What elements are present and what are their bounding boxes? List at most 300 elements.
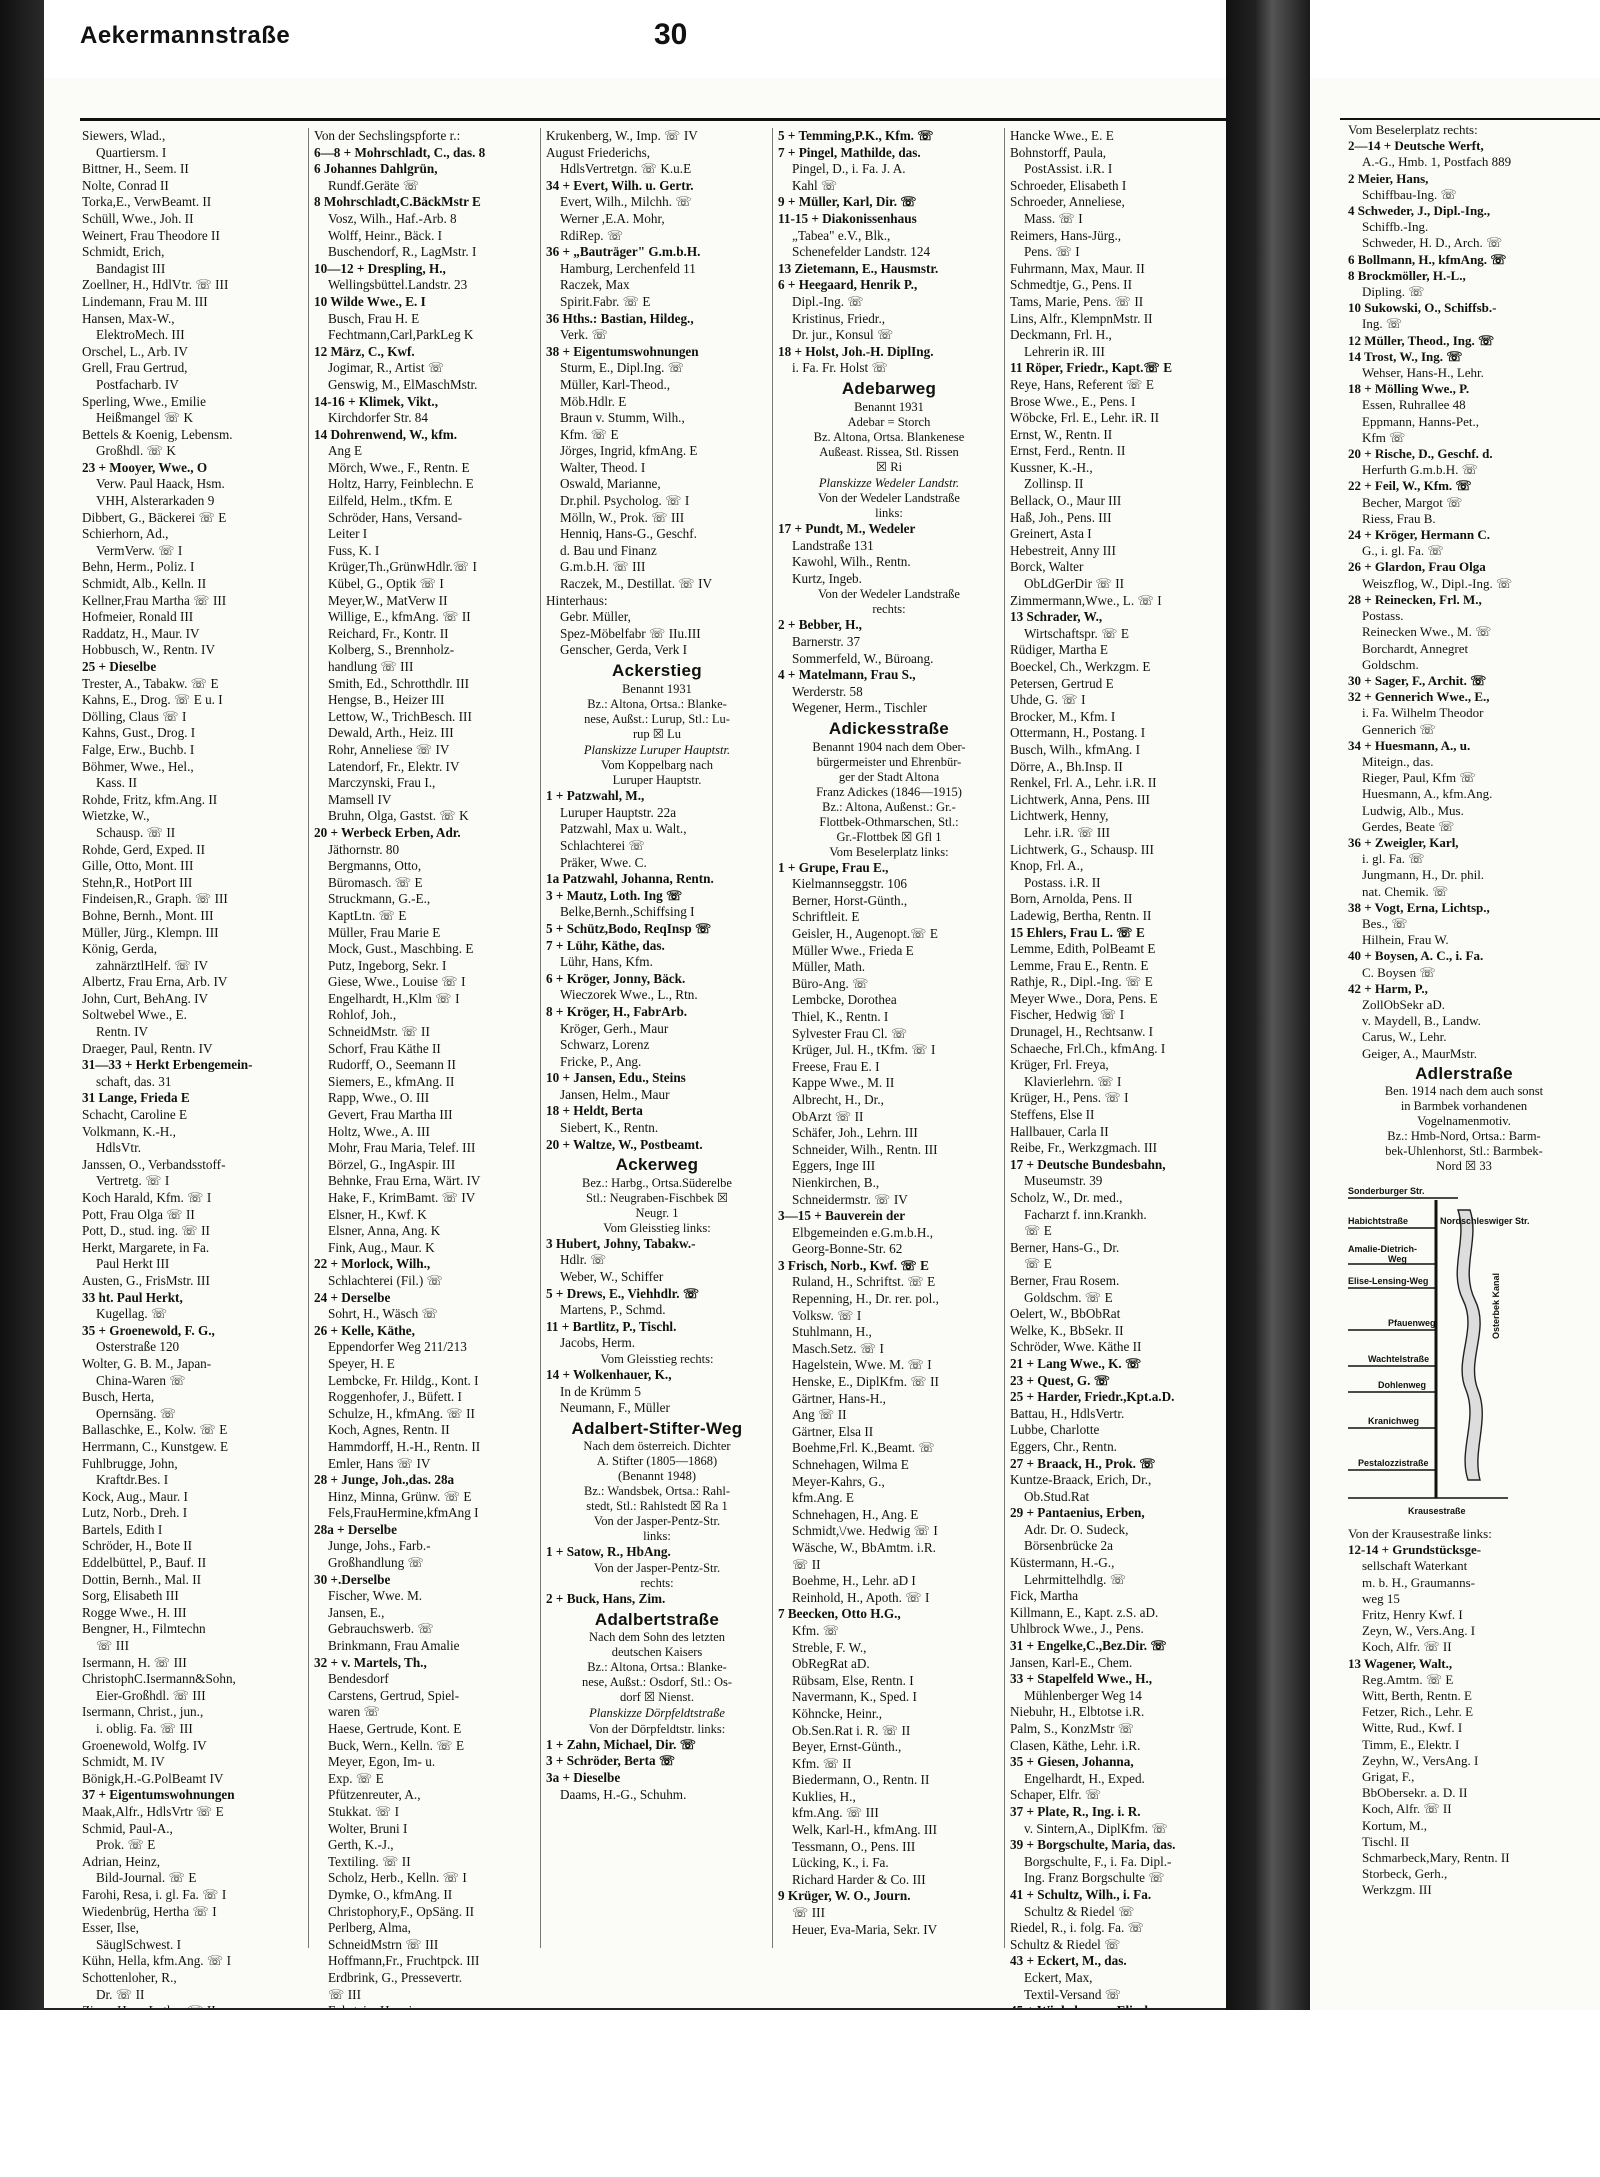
directory-entry-continuation: Lehr. i.R. ☏ III xyxy=(1024,824,1111,840)
directory-entry: Lemme, Edith, PolBeamt E xyxy=(1010,941,1156,957)
directory-entry-continuation: Mock, Gust., Maschbing. E xyxy=(328,941,474,957)
directory-entry: 33 ht. Paul Herkt, xyxy=(82,1289,183,1305)
directory-entry: 6 Bollmann, H., kfmAng. ☏ xyxy=(1348,251,1507,267)
directory-entry-continuation: Meyer, Egon, Im- u. xyxy=(328,1754,436,1770)
directory-entry: Ballaschke, E., Kolw. ☏ E xyxy=(82,1422,228,1438)
directory-entry-continuation: Storbeck, Gerh., xyxy=(1362,1866,1448,1882)
directory-entry-continuation: Barnerstr. 37 xyxy=(792,634,861,650)
directory-entry: Bellack, O., Maur III xyxy=(1010,493,1122,509)
directory-entry: Krüger, H., Pens. ☏ I xyxy=(1010,1090,1129,1106)
directory-entry: Krukenberg, W., Imp. ☏ IV xyxy=(546,128,698,143)
directory-entry: 3 + Mautz, Loth. Ing ☏ xyxy=(546,887,683,903)
directory-entry: 4 Schweder, J., Dipl.-Ing., xyxy=(1348,203,1491,219)
directory-entry: Wietzke, W., xyxy=(82,808,150,824)
directory-entry-continuation: Ing. ☏ xyxy=(1362,316,1403,332)
directory-entry-continuation: Eppmann, Hanns-Pet., xyxy=(1362,413,1479,429)
directory-entry-continuation: Reinecken Wwe., M. ☏ xyxy=(1362,624,1492,640)
directory-entry-continuation: Beyer, Ernst-Günth., xyxy=(792,1739,902,1755)
directory-entry-continuation: Wirtschaftspr. ☏ E xyxy=(1024,625,1129,641)
directory-entry-continuation: Schausp. ☏ II xyxy=(96,824,176,840)
directory-entry: Reye, Hans, Referent ☏ E xyxy=(1010,376,1154,392)
directory-entry-continuation: Wehser, Hans-H., Lehr. xyxy=(1362,365,1484,381)
directory-entry: 33 + Stapelfeld Wwe., H., xyxy=(1010,1671,1153,1687)
street-note: Vom Koppelbarg nach xyxy=(600,758,714,773)
directory-entry-continuation: Kielmannseggstr. 106 xyxy=(792,876,908,892)
directory-entry-continuation: Prok. ☏ E xyxy=(96,1837,156,1853)
street-heading: Ackerweg xyxy=(615,1155,699,1175)
directory-entry-continuation: G., i. gl. Fa. ☏ xyxy=(1362,543,1444,559)
directory-entry-continuation: Kfm. ☏ E xyxy=(560,426,619,442)
directory-entry-continuation: Eggers, Inge III xyxy=(792,1158,876,1174)
directory-entry: 6 + Heegaard, Henrik P., xyxy=(778,277,918,293)
directory-entry: 21 + Lang Wwe., K. ☏ xyxy=(1010,1355,1142,1371)
directory-entry-continuation: Rohlof, Joh., xyxy=(328,1007,397,1023)
directory-entry: 1 + Patzwahl, M., xyxy=(546,788,645,804)
directory-entry-continuation: Becher, Margot ☏ xyxy=(1362,494,1463,510)
directory-entry: 2—14 + Deutsche Werft, xyxy=(1348,138,1484,154)
directory-entry: 5 + Temming,P.K., Kfm. ☏ xyxy=(778,128,934,143)
directory-entry-continuation: ☏ E xyxy=(1024,1256,1052,1272)
directory-entry-continuation: Verw. Paul Haack, Hsm. xyxy=(96,476,225,492)
directory-entry: Torka,E., VerwBeamt. II xyxy=(82,194,212,210)
directory-entry: Lichtwerk, G., Schausp. III xyxy=(1010,841,1154,857)
directory-entry-continuation: Schiffbau-Ing. ☏ xyxy=(1362,186,1457,202)
directory-entry-continuation: Rieger, Paul, Kfm ☏ xyxy=(1362,770,1476,786)
directory-entry-continuation: Huesmann, A., kfm.Ang. xyxy=(1362,786,1493,802)
street-note: Außeast. Rissea, Stl. Rissen xyxy=(819,444,959,459)
directory-entry-continuation: Lembcke, Fr. Hildg., Kont. I xyxy=(328,1372,479,1388)
directory-entry-continuation: i. gl. Fa. ☏ xyxy=(1362,851,1425,867)
book-binding-gutter xyxy=(1226,0,1310,2177)
directory-entry-continuation: Geisler, H., Augenopt.☏ E xyxy=(792,926,938,941)
directory-entry: Lindemann, Frau M. III xyxy=(82,293,208,309)
directory-entry: Schmidt, Erich, xyxy=(82,244,165,260)
directory-entry: Krüger, Frl. Freya, xyxy=(1010,1057,1109,1073)
street-note: bürgermeister und Ehrenbür- xyxy=(816,754,962,769)
directory-entry: Von der Krausestraße links: xyxy=(1348,1525,1492,1541)
directory-entry-continuation: A.-G., Hmb. 1, Postfach 889 xyxy=(1362,154,1512,170)
directory-entry-continuation: Putz, Ingeborg, Sekr. I xyxy=(328,957,447,973)
directory-entry: Stehn,R., HotPort III xyxy=(82,874,193,890)
street-note: Neugr. 1 xyxy=(635,1205,679,1220)
column-4 xyxy=(778,128,1000,2008)
directory-entry: Farohi, Resa, i. gl. Fa. ☏ I xyxy=(82,1886,227,1902)
directory-entry-continuation: KaptLtn. ☏ E xyxy=(328,907,407,923)
directory-entry: Siewers, Wlad., xyxy=(82,128,166,143)
directory-entry-continuation: Tischl. II xyxy=(1362,1833,1410,1849)
directory-entry-continuation: Schmidt,\/we. Hedwig ☏ I xyxy=(792,1523,938,1539)
directory-entry-continuation: Belke,Bernh.,Schiffsing I xyxy=(560,904,695,920)
directory-entry-continuation: Streble, F. W., xyxy=(792,1639,867,1655)
directory-entry: Hinterhaus: xyxy=(546,592,608,608)
street-note: ☒ Ri xyxy=(875,459,903,474)
directory-entry: 42 + Harm, P., xyxy=(1348,980,1428,996)
directory-entry-continuation: Eier-Großhdl. ☏ III xyxy=(96,1687,206,1703)
directory-entry: 6 Johannes Dahlgrün, xyxy=(314,161,438,177)
directory-entry: 28 + Reinecken, Frl. M., xyxy=(1348,591,1482,607)
column-divider xyxy=(308,128,309,1948)
directory-entry: Boeckel, Ch., Werkzgm. E xyxy=(1010,659,1151,674)
directory-entry-continuation: i. Fa. Fr. Holst ☏ xyxy=(792,360,888,376)
directory-entry-continuation: ObLdGerDir ☏ II xyxy=(1024,576,1124,592)
directory-entry-continuation: Fels,FrauHermine,kfmAng I xyxy=(328,1505,479,1521)
map-label: Amalie-Dietrich- xyxy=(1348,1243,1418,1254)
directory-entry: 9 + Müller, Karl, Dir. ☏ xyxy=(778,194,917,210)
directory-entry-continuation: Holtz, Harry, Feinblechn. E xyxy=(328,476,474,492)
directory-entry-continuation: Eilfeld, Helm., tKfm. E xyxy=(328,493,453,509)
directory-entry-continuation: Hilhein, Frau W. xyxy=(1362,932,1449,948)
street-note: Nach dem Sohn des letzten xyxy=(588,1630,726,1645)
directory-entry: 20 + Werbeck Erben, Adr. xyxy=(314,824,461,840)
directory-entry-continuation: Werkzgm. III xyxy=(1362,1882,1432,1898)
directory-entry: 5 + Schütz,Bodo, ReqInsp ☏ xyxy=(546,920,712,936)
directory-entry-continuation: ☏ III xyxy=(328,1986,361,2002)
directory-entry-continuation: Schlachterei ☏ xyxy=(560,837,645,853)
directory-entry-continuation: Schnehagen, H., Ang. E xyxy=(792,1506,919,1522)
map-label: Dohlenweg xyxy=(1378,1379,1427,1390)
directory-entry: Schröder, Wwe. Käthe II xyxy=(1010,1339,1142,1355)
directory-entry: Isermann, Christ., jun., xyxy=(82,1704,204,1720)
directory-entry-continuation: Jäthornstr. 80 xyxy=(328,841,400,857)
directory-entry: Schroeder, Elisabeth I xyxy=(1010,177,1127,193)
directory-entry-continuation: Willige, E., kfmAng. ☏ II xyxy=(328,609,471,625)
directory-entry: 14 + Wolkenhauer, K., xyxy=(546,1367,672,1382)
directory-entry: Pott, D., stud. ing. ☏ II xyxy=(82,1223,210,1239)
directory-entry: 10 Wilde Wwe., E. I xyxy=(314,293,426,309)
directory-entry: Renkel, Frl. A., Lehr. i.R. II xyxy=(1010,775,1157,791)
directory-entry-continuation: Fritz, Henry Kwf. I xyxy=(1362,1607,1463,1622)
directory-entry-continuation: Mühlenberger Weg 14 xyxy=(1024,1687,1142,1703)
directory-entry-continuation: Bild-Journal. ☏ E xyxy=(96,1870,197,1886)
directory-entry-continuation: Pingel, D., i. Fa. J. A. xyxy=(792,161,906,177)
street-heading: Adalbert-Stifter-Weg xyxy=(571,1418,743,1438)
directory-entry-continuation: Genscher, Gerda, Verk I xyxy=(560,642,688,658)
directory-entry: Schmidt, M. IV xyxy=(82,1754,165,1770)
directory-entry-continuation: Ang ☏ II xyxy=(792,1407,847,1423)
directory-entry-continuation: Heißmangel ☏ K xyxy=(96,410,194,426)
directory-entry-continuation: Lettow, W., TrichBesch. III xyxy=(328,708,472,724)
directory-entry-continuation: Meyer-Kahrs, G., xyxy=(792,1473,885,1489)
directory-entry: Lichtwerk, Henny, xyxy=(1010,808,1109,824)
directory-entry: 37 + Plate, R., Ing. i. R. xyxy=(1010,1803,1141,1819)
directory-entry-continuation: Spirit.Fabr. ☏ E xyxy=(560,293,651,309)
directory-entry-continuation: Spez-Möbelfabr ☏ IIu.III xyxy=(560,625,701,641)
directory-entry-continuation: Jungmann, H., Dr. phil. xyxy=(1362,867,1485,883)
directory-entry-continuation: Engelhardt, H., Exped. xyxy=(1024,1770,1145,1786)
directory-entry: 12 März, C., Kwf. xyxy=(314,343,415,359)
directory-entry-continuation: schaft, das. 31 xyxy=(96,1073,172,1089)
directory-entry: Uhlbrock Wwe., J., Pens. xyxy=(1010,1621,1144,1637)
directory-entry: Hebestreit, Anny III xyxy=(1010,542,1116,558)
street-notes xyxy=(1348,1084,1580,1174)
directory-entry: John, Curt, BehAng. IV xyxy=(82,990,209,1006)
directory-entry-continuation: Jansen, Helm., Maur xyxy=(560,1086,670,1102)
street-note: bek-Uhlenhorst, Stl.: Barmbek- xyxy=(1385,1143,1543,1158)
directory-entry-continuation: Goldschm. ☏ E xyxy=(1024,1289,1113,1305)
directory-entry-continuation: Kappe Wwe., M. II xyxy=(792,1075,895,1091)
street-note: Franz Adickes (1846—1915) xyxy=(816,784,962,799)
directory-entry: Hallbauer, Carla II xyxy=(1010,1123,1109,1139)
facing-page-entries-bottom xyxy=(1348,1526,1580,1899)
directory-entry-continuation: Dewald, Arth., Heiz. III xyxy=(328,725,454,741)
directory-entry-continuation: SäuglSchwest. I xyxy=(96,1936,181,1952)
directory-entry: Greinert, Asta I xyxy=(1010,526,1092,542)
directory-entry-continuation: Wellingsbüttel.Landstr. 23 xyxy=(328,277,468,293)
directory-entry-continuation: Büro-Ang. ☏ xyxy=(792,975,869,991)
directory-entry: Berner, Frau Rosem. xyxy=(1010,1272,1120,1288)
directory-entry-continuation: Gennerich ☏ xyxy=(1362,721,1436,737)
directory-entry-continuation: sellschaft Waterkant xyxy=(1362,1558,1468,1574)
directory-entry: Böhmer, Wwe., Hel., xyxy=(82,758,194,774)
directory-entry-continuation: Dymke, O., kfmAng. II xyxy=(328,1886,453,1902)
directory-entry: Hobbusch, W., Rentn. IV xyxy=(82,642,215,658)
directory-entry: Born, Arnolda, Pens. II xyxy=(1010,891,1133,907)
directory-entry: Bönigk,H.-G.PolBeamt IV xyxy=(82,1770,224,1786)
directory-entry-continuation: Wieczorek Wwe., L., Rtn. xyxy=(560,987,698,1003)
street-note: Vom Gleisstieg rechts: xyxy=(600,1352,714,1366)
directory-entry: Wiedenbrüg, Hertha ☏ I xyxy=(82,1903,217,1919)
directory-entry: Adrian, Heinz, xyxy=(82,1853,160,1869)
directory-entry: 34 + Evert, Wilh. u. Gertr. xyxy=(546,177,694,193)
directory-entry: 31 + Engelke,C.,Bez.Dir. ☏ xyxy=(1010,1638,1167,1654)
directory-entry-continuation: Oswald, Marianne, xyxy=(560,476,661,492)
directory-entry-continuation: zahnärztlHelf. ☏ IV xyxy=(96,957,209,973)
directory-entry-continuation: VHH, Alsterarkaden 9 xyxy=(96,493,215,509)
directory-entry-continuation: d. Bau und Finanz xyxy=(560,542,657,558)
directory-entry: 8 Mohrschladt,C.BäckMstr E xyxy=(314,194,481,210)
directory-entry-continuation: Kröger, Gerh., Maur xyxy=(560,1020,669,1036)
directory-entry-continuation: Witte, Rud., Kwf. I xyxy=(1362,1720,1463,1736)
street-note: Vom Gleisstieg links: xyxy=(603,1220,711,1235)
map-label: Weg xyxy=(1388,1253,1407,1264)
directory-entry: 1 + Grupe, Frau E., xyxy=(778,859,889,875)
directory-entry-continuation: Junge, Johs., Farb.- xyxy=(328,1538,431,1554)
directory-entry-continuation: Postass. i.R. II xyxy=(1024,874,1101,890)
directory-entry-continuation: Adr. Dr. O. Sudeck, xyxy=(1024,1521,1129,1537)
directory-entry-continuation: Rübsam, Else, Rentn. I xyxy=(792,1672,914,1688)
map-label: Habichtstraße xyxy=(1348,1215,1409,1226)
directory-entry-continuation: Grigat, F., xyxy=(1362,1769,1415,1785)
directory-entry-continuation: Schlachterei (Fil.) ☏ xyxy=(328,1272,443,1288)
directory-entry-continuation: Haese, Gertrude, Kont. E xyxy=(328,1721,462,1736)
street-note: nese, Außst.: Osdorf, Stl.: Os- xyxy=(582,1675,732,1690)
street-note: Von der Jasper-Pentz-Str. xyxy=(593,1560,721,1575)
directory-entry: 14 Dohrenwend, W., kfm. xyxy=(314,426,458,442)
directory-entry: ChristophC.Isermann&Sohn, xyxy=(82,1671,236,1687)
directory-entry-continuation: Lembcke, Dorothea xyxy=(792,992,897,1008)
directory-entry: 13 Wagener, Walt., xyxy=(1348,1655,1453,1671)
directory-entry-continuation: Jansen, E., xyxy=(328,1604,385,1620)
directory-entry-continuation: Holtz, Wwe., A. III xyxy=(328,1123,430,1139)
directory-entry-continuation: Braun v. Stumm, Wilh., xyxy=(560,410,685,426)
directory-entry: Weinert, Frau Theodore II xyxy=(82,227,220,243)
directory-entry-continuation: handlung ☏ III xyxy=(328,659,414,674)
directory-entry: 12 Müller, Theod., Ing. ☏ xyxy=(1348,332,1495,348)
column-5 xyxy=(1010,128,1224,2008)
directory-entry-continuation: Christophory,F., OpSäng. II xyxy=(328,1903,475,1919)
directory-entry: 31 Lange, Frieda E xyxy=(82,1090,190,1106)
directory-entry-continuation: Buschendorf, R., LagMstr. I xyxy=(328,244,477,260)
directory-entry-continuation: Paul Herkt III xyxy=(96,1256,170,1272)
directory-entry: 6 + Kröger, Jonny, Bäck. xyxy=(546,970,686,986)
directory-entry-continuation: Hoffmann,Fr., Fruchtpck. III xyxy=(328,1953,480,1969)
column-2 xyxy=(314,128,536,2008)
directory-entry: 30 + Sager, F., Archit. ☏ xyxy=(1348,672,1487,688)
directory-entry: 43 + Eckert, M., das. xyxy=(1010,1953,1127,1969)
directory-entry-continuation: Brinkmann, Frau Amalie xyxy=(328,1638,460,1654)
directory-entry: Küstermann, H.-G., xyxy=(1010,1555,1115,1571)
directory-entry-continuation: Meyer,W., MatVerw II xyxy=(328,592,448,608)
directory-entry: Jansen, Karl-E., Chem. xyxy=(1010,1654,1133,1670)
directory-entry-continuation: Freese, Frau E. I xyxy=(792,1058,880,1074)
directory-entry-continuation: Schneidermstr. ☏ IV xyxy=(792,1191,908,1207)
street-note: nese, Außst.: Lurup, Stl.: Lu- xyxy=(584,711,730,726)
directory-entry: Reimers, Hans-Jürg., xyxy=(1010,227,1122,243)
directory-entry-continuation: Fetzer, Rich., Lehr. E xyxy=(1362,1704,1474,1720)
directory-entry: Lins, Alfr., KlempnMstr. II xyxy=(1010,310,1153,326)
street-note: Bz.: Wandsbek, Ortsa.: Rahl- xyxy=(584,1484,730,1499)
directory-entry: Dölling, Claus ☏ I xyxy=(82,708,187,724)
directory-entry-continuation: Bes., ☏ xyxy=(1362,915,1408,931)
directory-entry: 24 + Derselbe xyxy=(314,1289,391,1305)
directory-entry-continuation: i. oblig. Fa. ☏ III xyxy=(96,1721,193,1736)
directory-entry: 30 +.Derselbe xyxy=(314,1571,391,1587)
directory-entry-continuation: Gevert, Frau Martha III xyxy=(328,1107,453,1123)
directory-entry: Ernst, Ferd., Rentn. II xyxy=(1010,443,1126,459)
directory-entry-continuation: ElektroMech. III xyxy=(96,327,185,343)
directory-entry: Gille, Otto, Mont. III xyxy=(82,858,194,874)
directory-entry-continuation: Latendorf, Fr., Elektr. IV xyxy=(328,758,460,774)
directory-entry-continuation: Schiffb.-Ing. xyxy=(1362,219,1429,235)
directory-entry: Vom Beselerplatz rechts: xyxy=(1348,122,1478,137)
directory-entry: 1 + Satow, R., HbAng. xyxy=(546,1544,671,1560)
street-note: Vom Beselerplatz links: xyxy=(829,844,949,859)
directory-entry: Hansen, Max-W., xyxy=(82,310,175,326)
directory-entry: 29 + Pantaenius, Erben, xyxy=(1010,1505,1145,1521)
directory-entry: 28 + Junge, Joh.,das. 28a xyxy=(314,1472,455,1488)
street-heading: Adalbertstraße xyxy=(594,1609,720,1629)
directory-entry: Trester, A., Tabakw. ☏ E xyxy=(82,675,219,691)
directory-entry: Behn, Herm., Poliz. I xyxy=(82,559,195,575)
directory-entry: Bengner, H., Filmtechn xyxy=(82,1621,206,1637)
directory-entry-continuation: Boehme, H., Lehr. aD I xyxy=(792,1573,916,1589)
facing-page-rule xyxy=(1340,118,1600,120)
directory-entry: 14 Trost, W., Ing. ☏ xyxy=(1348,348,1463,364)
directory-entry: 25 + Harder, Friedr.,Kpt.a.D. xyxy=(1010,1389,1175,1405)
directory-entry: Lemme, Frau E., Rentn. E xyxy=(1010,957,1149,973)
directory-entry: Pott, Frau Olga ☏ II xyxy=(82,1206,195,1222)
directory-entry-continuation: Georg-Bonne-Str. 62 xyxy=(792,1241,903,1257)
directory-entry: Zoellner, H., HdlVtr. ☏ III xyxy=(82,277,229,293)
directory-entry-continuation: Kass. II xyxy=(96,775,138,791)
directory-entry-continuation: Genswig, M., ElMaschMstr. xyxy=(328,376,478,392)
directory-entry-continuation: Roggenhofer, J., Büfett. I xyxy=(328,1389,462,1405)
directory-entry-continuation: PostAssist. i.R. I xyxy=(1024,161,1113,177)
directory-entry-continuation: Witt, Berth, Rentn. E xyxy=(1362,1688,1472,1704)
directory-entry: 3 + Schröder, Berta ☏ xyxy=(546,1753,676,1769)
directory-entry-continuation: Kfm. ☏ II xyxy=(792,1755,852,1771)
directory-entry-continuation: Fink, Aug., Maur. K xyxy=(328,1239,435,1255)
directory-entry-continuation: Siemers, E., kfmAng. II xyxy=(328,1073,455,1089)
directory-entry: Sorg, Elisabeth III xyxy=(82,1588,179,1604)
directory-entry: 5 + Drews, E., Viehhdlr. ☏ xyxy=(546,1285,700,1301)
directory-entry: Kuntze-Braack, Erich, Dr., xyxy=(1010,1472,1152,1488)
map-label: Osterbek Kanal xyxy=(1491,1272,1501,1339)
directory-entry-continuation: kfm.Ang. E xyxy=(792,1490,854,1506)
directory-entry-continuation: Zeyhn, W., VersAng. I xyxy=(1362,1752,1479,1768)
directory-entry-continuation: Sommerfeld, W., Büroang. xyxy=(792,650,934,666)
directory-entry: Rohde, Fritz, kfm.Ang. II xyxy=(82,791,218,807)
directory-entry-continuation: Hengse, B., Heizer III xyxy=(328,692,445,708)
directory-entry-continuation: G.m.b.H. ☏ III xyxy=(560,559,646,575)
directory-entry-continuation: Riess, Frau B. xyxy=(1362,510,1436,526)
column-divider xyxy=(540,128,541,1948)
directory-entry-continuation: Richard Harder & Co. III xyxy=(792,1871,926,1887)
directory-entry-continuation: Kolberg, S., Brennholz- xyxy=(328,642,455,658)
directory-entry-continuation: Engelhardt, H.,Klm ☏ I xyxy=(328,990,460,1006)
map-label: Sonderburger Str. xyxy=(1348,1185,1425,1196)
directory-entry-continuation: Mohr, Frau Maria, Telef. III xyxy=(328,1140,476,1156)
running-street-title: Aekermannstraße xyxy=(80,22,291,49)
directory-entry-continuation: Kuklies, H., xyxy=(792,1788,856,1804)
directory-entry: Esser, Ilse, xyxy=(82,1920,139,1936)
page-header xyxy=(80,18,1227,60)
street-note: Gr.-Flottbek ☒ Gfl 1 xyxy=(836,829,942,844)
directory-entry-continuation: Geiger, A., MaurMstr. xyxy=(1362,1045,1478,1061)
directory-entry: Kock, Aug., Maur. I xyxy=(82,1488,188,1504)
directory-entry: Brose Wwe., E., Pens. I xyxy=(1010,393,1136,409)
directory-entry-continuation: Ang E xyxy=(328,443,363,459)
street-note: Adebar = Storch xyxy=(847,414,931,429)
directory-entry: Haß, Joh., Pens. III xyxy=(1010,509,1112,525)
directory-entry-continuation: Schulze, H., kfmAng. ☏ II xyxy=(328,1405,475,1421)
directory-entry-continuation: Dipling. ☏ xyxy=(1362,284,1425,300)
directory-entry-continuation: Reichard, Fr., Kontr. II xyxy=(328,625,449,641)
directory-entry-continuation: ObRegRat aD. xyxy=(792,1656,870,1672)
directory-entry-continuation: Pens. ☏ I xyxy=(1024,244,1080,260)
directory-entry: 3 Hubert, Johny, Tabakw.- xyxy=(546,1235,696,1251)
directory-entry-continuation: ObArzt ☏ II xyxy=(792,1108,864,1124)
street-note: deutschen Kaisers xyxy=(611,1645,703,1660)
street-note: links: xyxy=(875,506,903,521)
directory-entry-continuation: Müller, Frau Marie E xyxy=(328,924,441,940)
directory-entry-continuation: „Tabea" e.V., Blk., xyxy=(792,227,891,243)
directory-entry: Borck, Walter xyxy=(1010,559,1084,575)
street-note: Vogelnamenmotiv. xyxy=(1417,1113,1511,1128)
directory-entry: Müller, Jürg., Klempn. III xyxy=(82,924,219,940)
directory-entry-continuation: Fischer, Wwe. M. xyxy=(328,1588,423,1604)
directory-entry-continuation: Müller Wwe., Frieda E xyxy=(792,942,914,958)
directory-entry-continuation: Walter, Theod. I xyxy=(560,459,646,475)
directory-entry: 7 + Pingel, Mathilde, das. xyxy=(778,144,921,160)
directory-entry-continuation: Dr. ☏ II xyxy=(96,1986,145,2002)
directory-entry: 15 Ehlers, Frau L. ☏ E xyxy=(1010,924,1145,940)
directory-entry: 41 + Schultz, Wilh., i. Fa. xyxy=(1010,1886,1152,1902)
directory-entry-continuation: Gerdes, Beate ☏ xyxy=(1362,818,1455,834)
directory-entry: Findeisen,R., Graph. ☏ III xyxy=(82,891,228,907)
column-divider xyxy=(1004,128,1005,1948)
directory-entry: 35 + Groenewold, F. G., xyxy=(82,1322,215,1338)
directory-entry-continuation: Klavierlehrn. ☏ I xyxy=(1024,1073,1122,1089)
directory-entry-continuation: Schmarbeck,Mary, Rentn. II xyxy=(1362,1850,1510,1866)
directory-entry-continuation: Dr. jur., Konsul ☏ xyxy=(792,327,894,343)
directory-entry-continuation: Koch, Agnes, Rentn. II xyxy=(328,1422,450,1438)
street-heading: Adickesstraße xyxy=(828,719,950,739)
scan-left-edge xyxy=(0,0,44,2177)
directory-entry: Wöbcke, Frl. E., Lehr. iR. II xyxy=(1010,410,1160,426)
directory-entry-continuation: Mamsell IV xyxy=(328,791,392,807)
directory-entry: Von der Sechslingspforte r.: xyxy=(314,128,461,143)
